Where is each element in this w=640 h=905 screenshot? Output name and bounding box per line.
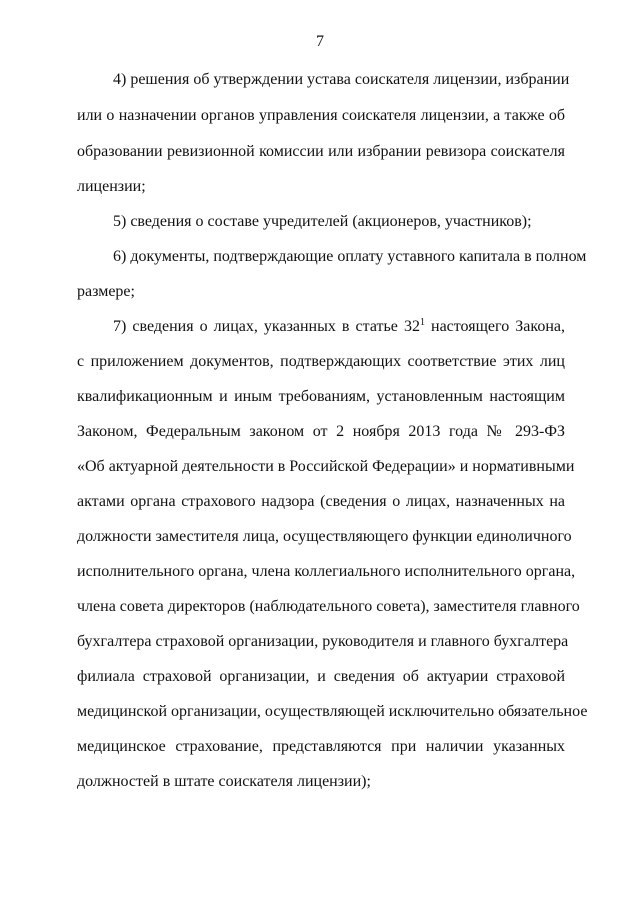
text-line: 6) документы, подтверждающие оплату уставного капитала в полном — [113, 248, 587, 265]
text-line: члена совета директоров (наблюдательного совета), заместителя главного — [77, 598, 580, 615]
text-line — [113, 318, 565, 336]
page-number: 7 — [316, 33, 324, 50]
text-line: 4) решения об утверждении устава соискателя лицензии, избрании — [113, 71, 570, 88]
text-line: медицинское страхование, представляются при наличии указанных — [77, 738, 565, 755]
text-line: или о назначении органов управления соискателя лицензии, а также об — [77, 107, 565, 124]
text-line: должностей в штате соискателя лицензии); — [77, 773, 371, 790]
text-line: должности заместителя лица, осуществляющего функции единоличного — [77, 528, 572, 545]
text-line: «Об актуарной деятельности в Российской Федерации» и нормативными — [77, 458, 575, 475]
text-line: филиала страховой организации, и сведения об актуарии страховой — [77, 668, 565, 685]
text-line: актами органа страхового надзора (сведения о лицах, назначенных на — [77, 493, 565, 510]
text-line: исполнительного органа, члена коллегиального исполнительного органа, — [77, 563, 576, 580]
text-line: лицензии; — [77, 178, 146, 195]
text-line: Законом, Федеральным законом от 2 ноября 2013 года № 293-ФЗ — [77, 423, 565, 440]
text-line: образовании ревизионной комиссии или избрании ревизора соискателя — [77, 143, 565, 160]
text-line: 5) сведения о составе учредителей (акционеров, участников); — [113, 213, 532, 230]
text-segment: настоящего Закона, — [424, 318, 565, 335]
text-line: размере; — [77, 283, 135, 300]
text-line: медицинской организации, осуществляющей исключительно обязательное — [77, 703, 588, 720]
text-line: с приложением документов, подтверждающих соответствие этих лиц — [77, 353, 565, 370]
superscript: 1 — [419, 317, 425, 328]
text-line: квалификационным и иным требованиям, установленным настоящим — [77, 388, 565, 405]
text-line: бухгалтера страховой организации, руководителя и главного бухгалтера — [77, 633, 569, 650]
text-segment: 7) сведения о лицах, указанных в статье 32 — [113, 318, 420, 335]
